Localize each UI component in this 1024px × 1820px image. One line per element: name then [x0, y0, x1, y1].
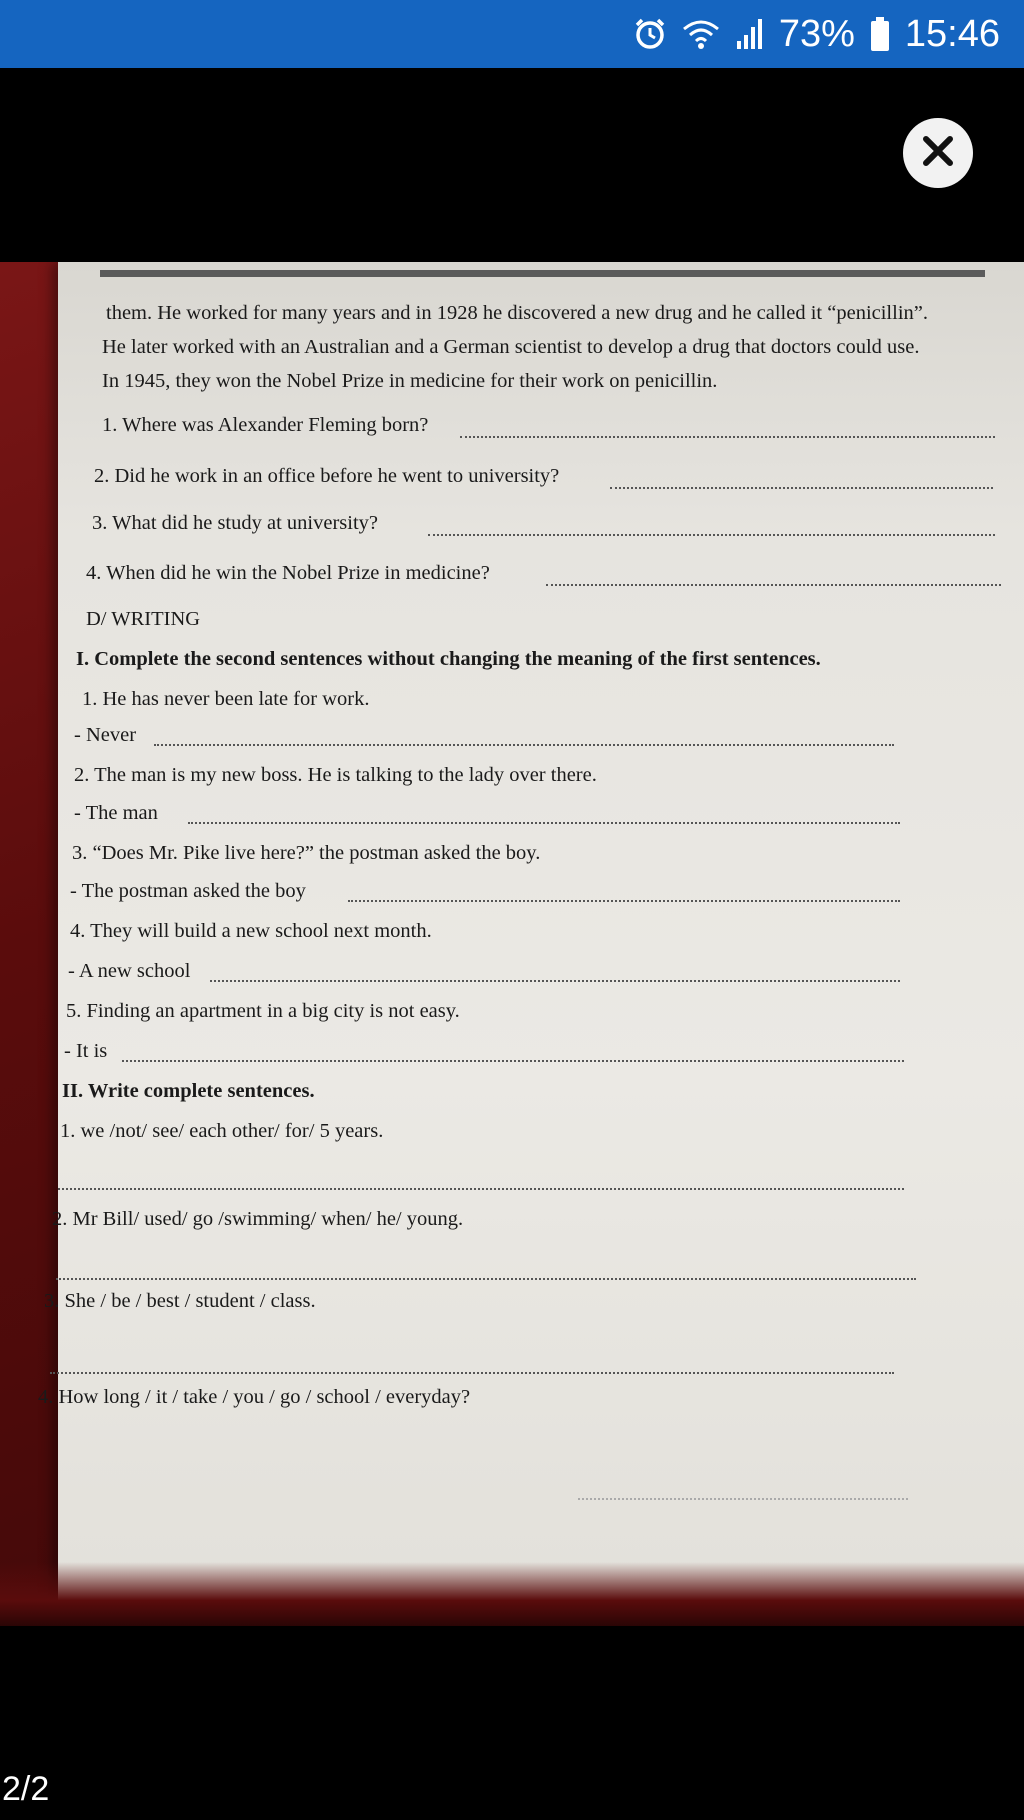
battery-icon	[869, 16, 891, 52]
question: 1. Where was Alexander Fleming born?	[102, 414, 429, 436]
worksheet-page	[38, 262, 1024, 1626]
clock: 15:46	[904, 12, 1000, 55]
question: 3. What did he study at university?	[92, 512, 378, 534]
answer-line[interactable]	[154, 744, 894, 746]
exercise-prompt: 5. Finding an apartment in a big city is not easy.	[66, 1000, 460, 1022]
status-bar	[0, 0, 1024, 68]
signal-icon	[735, 17, 765, 51]
passage-line: them. He worked for many years and in 1928 he discovered a new drug and he called it “penicillin”.	[106, 302, 928, 324]
answer-line[interactable]	[56, 1278, 916, 1280]
wifi-icon	[681, 17, 721, 51]
answer-line[interactable]	[428, 534, 995, 536]
exercise-start: - The man	[74, 802, 158, 824]
page-counter: 2/2	[2, 1770, 50, 1808]
exercise-prompt: 3. She / be / best / student / class.	[44, 1290, 316, 1312]
exercise-prompt: 4. They will build a new school next month.	[70, 920, 432, 942]
exercise-prompt: 1. He has never been late for work.	[82, 688, 370, 710]
exercise-prompt: 3. “Does Mr. Pike live here?” the postman asked the boy.	[72, 842, 541, 864]
answer-line[interactable]	[578, 1498, 908, 1500]
question: 2. Did he work in an office before he went to university?	[94, 465, 560, 487]
worksheet-photo	[0, 262, 1024, 1626]
passage-line: In 1945, they won the Nobel Prize in medicine for their work on penicillin.	[102, 370, 718, 392]
divider	[100, 270, 985, 277]
exercise-prompt: 1. we /not/ see/ each other/ for/ 5 years.	[60, 1120, 384, 1142]
answer-line[interactable]	[348, 900, 900, 902]
section-title: II. Write complete sentences.	[62, 1080, 315, 1102]
battery-percent: 73%	[778, 12, 855, 55]
exercise-start: - It is	[64, 1040, 108, 1062]
answer-line[interactable]	[546, 584, 1001, 586]
exercise-start: - The postman asked the boy	[70, 880, 306, 902]
passage-line: He later worked with an Australian and a German scientist to develop a drug that doctors could use.	[102, 336, 920, 358]
question: 4. When did he win the Nobel Prize in medicine?	[86, 562, 490, 584]
answer-line[interactable]	[50, 1372, 894, 1374]
answer-line[interactable]	[610, 487, 993, 489]
close-button[interactable]	[903, 118, 973, 188]
exercise-prompt: 4. How long / it / take / you / go / school / everyday?	[38, 1386, 471, 1408]
exercise-prompt: 2. The man is my new boss. He is talking to the lady over there.	[74, 764, 597, 786]
exercise-start: - A new school	[68, 960, 191, 982]
table-cloth	[0, 1562, 1024, 1626]
section-heading: D/ WRITING	[86, 608, 201, 630]
alarm-icon	[633, 17, 667, 51]
exercise-start: - Never	[74, 724, 137, 746]
exercise-prompt: 2. Mr Bill/ used/ go /swimming/ when/ he/ young.	[52, 1208, 464, 1230]
close-icon	[920, 133, 956, 174]
answer-line[interactable]	[122, 1060, 904, 1062]
answer-line[interactable]	[58, 1188, 904, 1190]
answer-line[interactable]	[210, 980, 900, 982]
section-title: I. Complete the second sentences without changing the meaning of the first sentences.	[76, 648, 821, 670]
answer-line[interactable]	[188, 822, 900, 824]
answer-line[interactable]	[460, 436, 995, 438]
